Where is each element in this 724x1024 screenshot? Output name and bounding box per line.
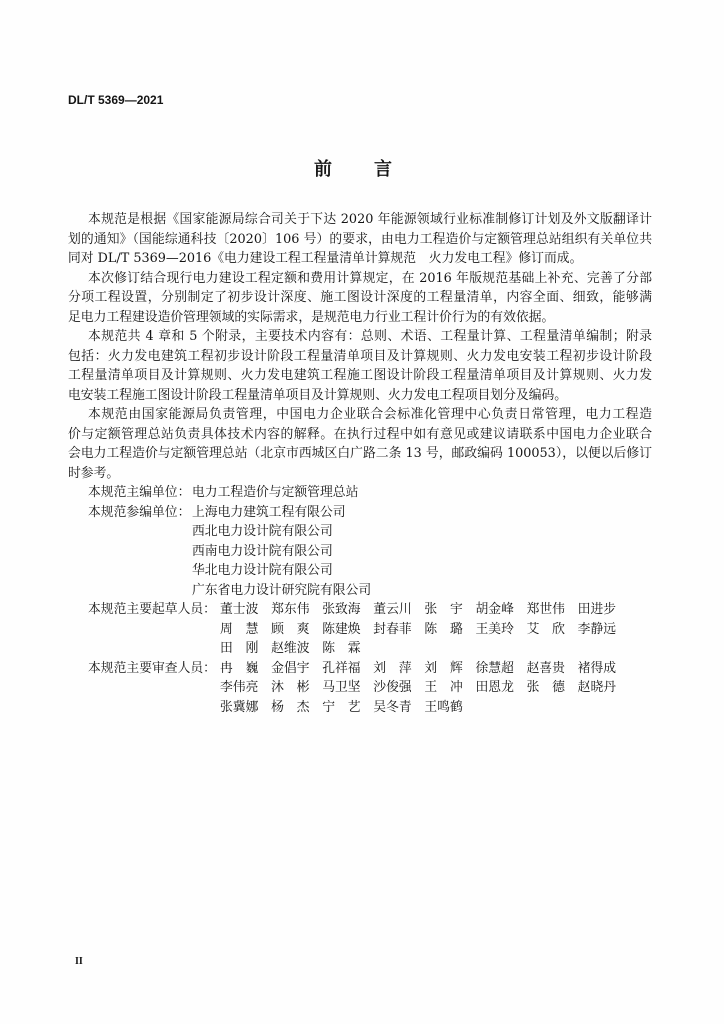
participating-unit-name: 上海电力建筑工程有限公司 xyxy=(192,504,346,520)
drafter-name: 李静远 xyxy=(577,621,617,637)
paragraph-line: 分项工程设置，分别制定了初步设计深度、施工图设计深度的工程量清单，内容全面、细致，能够满 xyxy=(68,290,652,305)
reviewer-name: 宁 艺 xyxy=(322,699,361,715)
reviewer-name: 褚得成 xyxy=(577,660,617,676)
paragraph-line: 划的通知》（国能综通科技〔2020〕106 号）的要求，由电力工程造价与定额管理总站组织有关单位共 xyxy=(68,231,652,247)
paragraph-line: 工程量清单项目及计算规则、火力发电建筑工程施工图设计阶段工程量清单项目及计算规则、火力发 xyxy=(68,368,652,383)
drafter-name: 田 刚 xyxy=(220,641,259,656)
drafter-name: 周 慧 xyxy=(220,621,259,637)
reviewer-name: 李伟亮 xyxy=(220,680,259,695)
reviewer-name: 徐慧超 xyxy=(475,660,514,676)
drafter-name: 陈 霖 xyxy=(322,641,361,656)
participating-unit-name: 西北电力设计院有限公司 xyxy=(192,524,333,539)
drafter-name: 赵维波 xyxy=(271,641,310,656)
reviewers-row xyxy=(68,659,652,679)
reviewer-name: 张 德 xyxy=(526,680,565,695)
drafter-name: 封春菲 xyxy=(373,621,412,637)
drafter-name: 郑世伟 xyxy=(526,602,565,617)
reviewer-name: 王 冲 xyxy=(424,680,463,695)
reviewer-name: 刘 萍 xyxy=(373,660,412,676)
paragraph-basis xyxy=(68,210,652,269)
drafters-row xyxy=(68,639,652,659)
reviewer-name: 孔祥福 xyxy=(322,660,361,676)
paragraph-line: 同对 DL/T 5369—2016《电力建设工程工程量清单计算规范 火力发电工程》修订而成。 xyxy=(68,251,583,266)
reviewers-row xyxy=(68,698,652,718)
reviewer-name: 沙俊强 xyxy=(373,680,412,695)
chief-unit-row xyxy=(68,483,652,503)
participating-unit-name: 西南电力设计院有限公司 xyxy=(192,543,333,559)
reviewer-name: 刘 辉 xyxy=(424,660,463,676)
paragraph-line: 本规范共 4 章和 5 个附录，主要技术内容有：总则、术语、工程量计算、工程量清单编制；附录 xyxy=(88,329,652,344)
reviewer-name: 赵晓丹 xyxy=(577,680,617,695)
drafters-label: 本规范主要起草人员： xyxy=(88,602,216,617)
reviewer-name: 田恩龙 xyxy=(475,680,514,695)
reviewer-name: 王鸣鹤 xyxy=(424,699,463,715)
reviewer-name: 冉 巍 xyxy=(220,660,259,676)
reviewer-name: 吴冬青 xyxy=(373,699,412,715)
participating-unit-label: 本规范参编单位： xyxy=(88,504,191,520)
drafter-name: 陈建焕 xyxy=(322,621,361,637)
participating-unit-name: 华北电力设计院有限公司 xyxy=(192,563,333,578)
paragraph-management xyxy=(68,405,652,483)
drafter-name: 王美玲 xyxy=(475,621,514,637)
drafter-name: 田进步 xyxy=(577,602,617,617)
drafter-name: 胡金峰 xyxy=(475,602,514,617)
chief-unit-name: 电力工程造价与定额管理总站 xyxy=(192,485,359,500)
drafter-name: 艾 欣 xyxy=(526,621,565,637)
paragraph-contents xyxy=(68,327,652,405)
paragraph-line: 包括：火力发电建筑工程初步设计阶段工程量清单项目及计算规则、火力发电安装工程初步设计阶段 xyxy=(68,348,652,364)
drafters-row xyxy=(68,600,652,620)
paragraph-line: 时参考。 xyxy=(68,465,120,481)
drafter-name: 陈 璐 xyxy=(424,621,463,637)
paragraph-line: 本规范是根据《国家能源局综合司关于下达 2020 年能源领域行业标准制修订计划及外文版翻译计 xyxy=(88,212,652,227)
reviewer-name: 赵喜贵 xyxy=(526,660,565,676)
paragraph-line: 价与定额管理总站负责具体技术内容的解释。在执行过程中如有意见或建议请联系中国电力企业联合 xyxy=(68,426,652,442)
paragraph-line: 会电力工程造价与定额管理总站（北京市西城区白广路二条 13 号，邮政编码 100053），以便以后修订 xyxy=(68,446,652,461)
paragraph-line: 足电力工程建设造价管理领域的实际需求，是规范电力行业工程计价行为的有效依据。 xyxy=(68,309,555,325)
drafter-name: 顾 爽 xyxy=(271,621,310,637)
drafter-name: 董云川 xyxy=(373,602,412,617)
paragraph-revision xyxy=(68,269,652,328)
drafter-name: 董士波 xyxy=(220,602,259,617)
page-title: 前 言 xyxy=(314,159,404,180)
paragraph-line: 本规范由国家能源局负责管理，中国电力企业联合会标准化管理中心负责日常管理，电力工程造 xyxy=(88,407,652,422)
drafter-name: 张致海 xyxy=(322,602,361,617)
participating-unit-row xyxy=(68,503,652,523)
paragraph-line: 本次修订结合现行电力建设工程定额和费用计算规定，在 2016 年版规范基础上补充、完善了分部 xyxy=(88,270,652,286)
participating-unit-name: 广东省电力设计研究院有限公司 xyxy=(192,582,372,598)
drafters-row xyxy=(68,620,652,640)
paragraph-line: 电安装工程施工图设计阶段工程量清单项目及计算规则、火力发电工程项目划分及编码。 xyxy=(68,387,568,403)
chief-unit-label: 本规范主编单位： xyxy=(88,485,191,500)
page-number: II xyxy=(75,956,83,967)
drafter-name: 郑东伟 xyxy=(271,602,310,617)
reviewer-name: 杨 杰 xyxy=(271,699,310,715)
drafter-name: 张 宇 xyxy=(424,602,463,617)
preface-body xyxy=(68,210,652,717)
standard-code: DL/T 5369—2021 xyxy=(68,93,164,107)
reviewer-name: 马卫坚 xyxy=(322,680,361,695)
reviewers-label: 本规范主要审查人员： xyxy=(88,660,216,676)
reviewer-name: 张冀娜 xyxy=(220,699,259,715)
reviewers-row xyxy=(68,678,652,698)
reviewer-name: 金倡宇 xyxy=(271,660,310,676)
reviewer-name: 沐 彬 xyxy=(271,680,310,695)
